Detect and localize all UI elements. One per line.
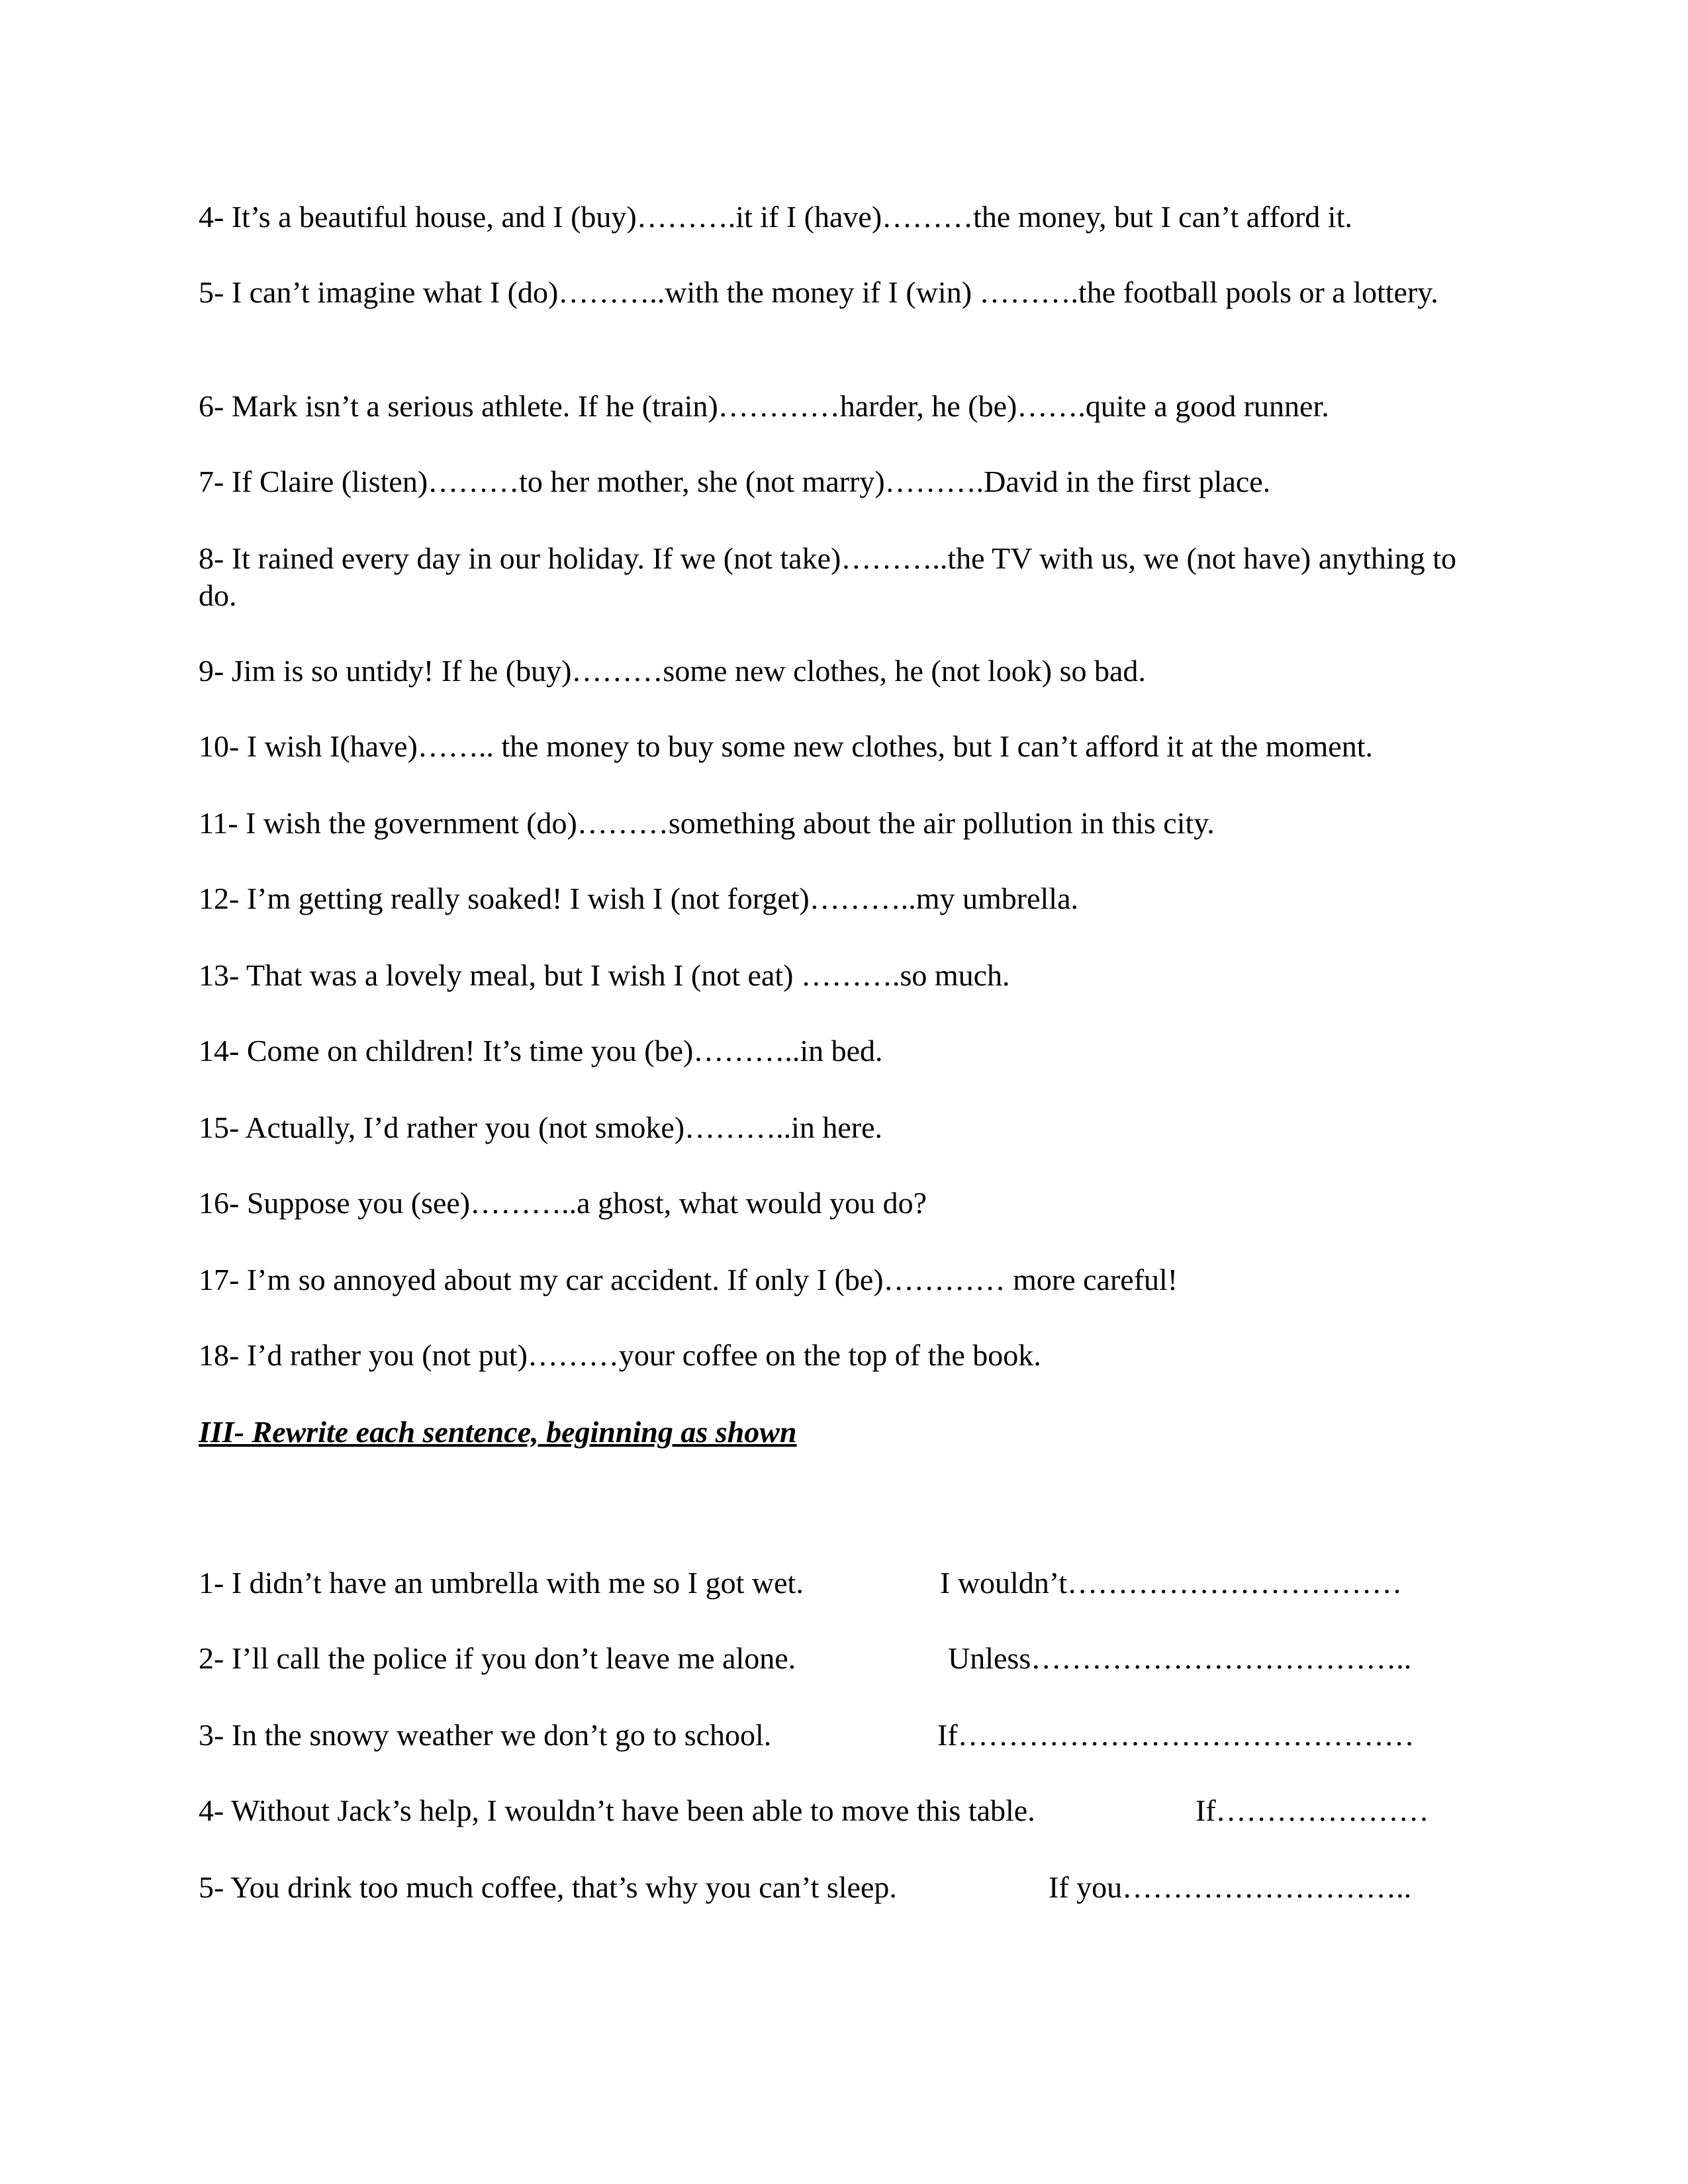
rewrite-start-3: If……………………………………… [937,1718,1415,1752]
rewrite-start-4: If………………… [1196,1794,1429,1827]
rewrite-sentence: 3- In the snowy weather we don’t go to school. [199,1718,772,1752]
exercise-item-7: 7- If Claire (listen)………to her mother, she (not marry)……….David in the first place. [199,465,1271,498]
exercise-item-4: 4- It’s a beautiful house, and I (buy)……….it if I (have)………the money, but I can’t afford it. [199,200,1352,234]
section-3-heading: III- Rewrite each sentence, beginning as shown [199,1415,797,1449]
rewrite-item-4 [199,1792,1035,1829]
exercise-item-5: 5- I can’t imagine what I (do)………..with the money if I (win) ……….the football pools or a lottery. [199,275,1438,309]
rewrite-start-5: If you……………………….. [1049,1870,1412,1904]
exercise-item-18: 18- I’d rather you (not put)………your coffee on the top of the book. [199,1338,1041,1372]
exercise-item-11: 11- I wish the government (do)………something about the air pollution in this city. [199,806,1215,840]
exercise-item-12: 12- I’m getting really soaked! I wish I (not forget)………..my umbrella. [199,882,1078,915]
exercise-item-14: 14- Come on children! It’s time you (be)………..in bed. [199,1034,883,1068]
exercise-item-17: 17- I’m so annoyed about my car accident. If only I (be)………… more careful! [199,1263,1178,1297]
exercise-item-6: 6- Mark isn’t a serious athlete. If he (train)…………harder, he (be)…….quite a good runner. [199,389,1329,423]
rewrite-start-2: Unless……………………………….. [948,1641,1412,1675]
rewrite-start-1: I wouldn’t…………………………… [940,1566,1403,1600]
exercise-item-16: 16- Suppose you (see)………..a ghost, what would you do? [199,1186,927,1220]
rewrite-item-3 [199,1717,771,1754]
rewrite-item-2 [199,1640,796,1677]
rewrite-item-1 [199,1565,804,1602]
rewrite-sentence: 2- I’ll call the police if you don’t leave me alone. [199,1641,796,1675]
rewrite-item-5 [199,1869,897,1906]
exercise-item-10: 10- I wish I(have)…….. the money to buy some new clothes, but I can’t afford it at the moment. [199,729,1373,763]
rewrite-sentence: 5- You drink too much coffee, that’s why you can’t sleep. [199,1870,897,1904]
rewrite-sentence: 1- I didn’t have an umbrella with me so I got wet. [199,1566,804,1600]
exercise-item-13: 13- That was a lovely meal, but I wish I (not eat) ……….so much. [199,958,1010,992]
exercise-item-15: 15- Actually, I’d rather you (not smoke)………..in here. [199,1111,883,1144]
exercise-item-8: 8- It rained every day in our holiday. If we (not take)………..the TV with us, we (not have) anything to do. [199,541,1456,612]
exercise-item-9: 9- Jim is so untidy! If he (buy)………some new clothes, he (not look) so bad. [199,654,1146,688]
rewrite-sentence: 4- Without Jack’s help, I wouldn’t have been able to move this table. [199,1794,1035,1827]
